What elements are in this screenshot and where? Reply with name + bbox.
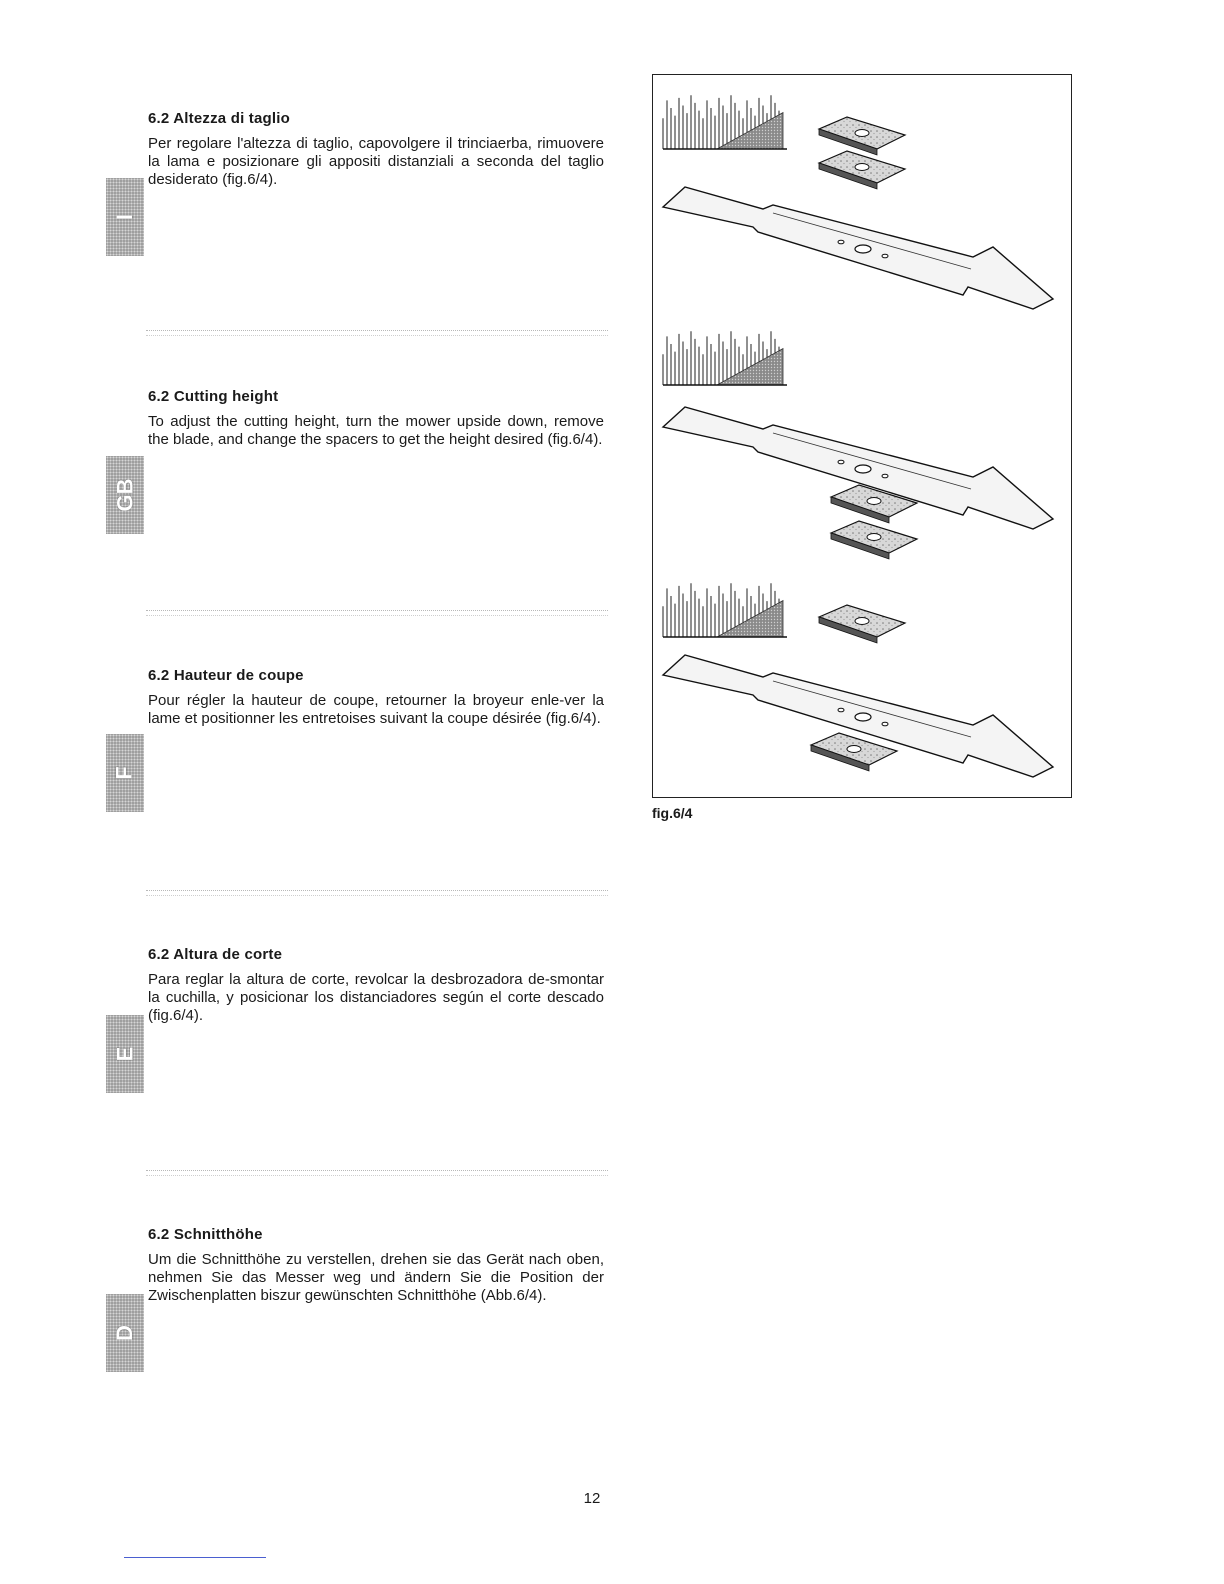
blade-center-hole bbox=[855, 713, 871, 721]
section-heading: 6.2 Schnitthöhe bbox=[148, 1226, 263, 1243]
spacer-plate bbox=[819, 151, 905, 189]
spacer-plate bbox=[831, 521, 917, 559]
section-body: Para reglar la altura de corte, revolcar la desbrozadora de-smontar la cuchilla, y posicionar los distanciadores según el corte descado (fig.6/4). bbox=[148, 971, 604, 1024]
section-body: Um die Schnitthöhe zu verstellen, drehen sie das Gerät nach oben, nehmen Sie das Messer weg und ändern Sie die Position der Zwischenplatten biszur gewünschten Schnitthöhe (Abb.6/4). bbox=[148, 1251, 604, 1304]
blade-bolt-hole bbox=[838, 240, 844, 244]
blade-center-hole bbox=[855, 465, 871, 473]
language-tab-english bbox=[106, 456, 144, 534]
language-tab-label: E bbox=[112, 1046, 137, 1062]
section-body: To adjust the cutting height, turn the mower upside down, remove the blade, and change the spacers to get the height desired (fig.6/4). bbox=[148, 413, 604, 448]
section-divider bbox=[146, 890, 608, 896]
section-heading: 6.2 Hauteur de coupe bbox=[148, 667, 304, 684]
figure-caption: fig.6/4 bbox=[652, 805, 693, 821]
spacer-plate bbox=[819, 117, 905, 155]
section-spanish bbox=[148, 946, 604, 1025]
blade-bolt-hole bbox=[882, 474, 888, 478]
language-tab-label: I bbox=[112, 213, 137, 221]
section-body: Per regolare l'altezza di taglio, capovolgere il trinciaerba, rimuovere la lama e posizionare gli appositi distanziali a seconda del taglio desiderato (fig.6/4). bbox=[148, 135, 604, 188]
section-heading: 6.2 Altezza di taglio bbox=[148, 110, 291, 127]
section-divider bbox=[146, 610, 608, 616]
figure-panel bbox=[663, 583, 1053, 777]
section-german bbox=[148, 1226, 604, 1305]
mower-blade bbox=[663, 187, 1053, 309]
section-divider bbox=[146, 1170, 608, 1176]
footer-rule bbox=[124, 1557, 266, 1558]
blade-bolt-hole bbox=[838, 708, 844, 712]
spacer-plate bbox=[819, 605, 905, 643]
grass-height-icon bbox=[663, 583, 787, 637]
language-tab-german bbox=[106, 1294, 144, 1372]
blade-bolt-hole bbox=[882, 722, 888, 726]
blade-center-hole bbox=[855, 245, 871, 253]
section-heading: 6.2 Cutting height bbox=[148, 388, 279, 405]
blade-bolt-hole bbox=[838, 460, 844, 464]
section-heading: 6.2 Altura de corte bbox=[148, 946, 283, 963]
grass-height-icon bbox=[663, 95, 787, 149]
blade-bolt-hole bbox=[882, 254, 888, 258]
figure-6-4-blade-spacer-illustration bbox=[652, 74, 1072, 798]
grass-height-icon bbox=[663, 331, 787, 385]
page-number: 12 bbox=[583, 1490, 601, 1507]
figure-drawing bbox=[653, 75, 1073, 799]
section-english bbox=[148, 388, 604, 449]
figure-panel bbox=[663, 331, 1053, 559]
section-body: Pour régler la hauteur de coupe, retourner la broyeur enle-ver la lame et positionner les entretoises suivant la coupe désirée (fig.6/4). bbox=[148, 692, 604, 727]
section-french bbox=[148, 667, 604, 728]
language-tab-label: D bbox=[111, 1325, 137, 1341]
language-tab-french bbox=[106, 734, 144, 812]
language-tab-label: GB bbox=[112, 478, 137, 512]
language-tab-spanish bbox=[106, 1015, 144, 1093]
section-divider bbox=[146, 330, 608, 336]
figure-panel bbox=[663, 95, 1053, 309]
language-tab-italian bbox=[106, 178, 144, 256]
section-italian bbox=[148, 110, 604, 189]
language-tab-label: F bbox=[111, 766, 137, 780]
